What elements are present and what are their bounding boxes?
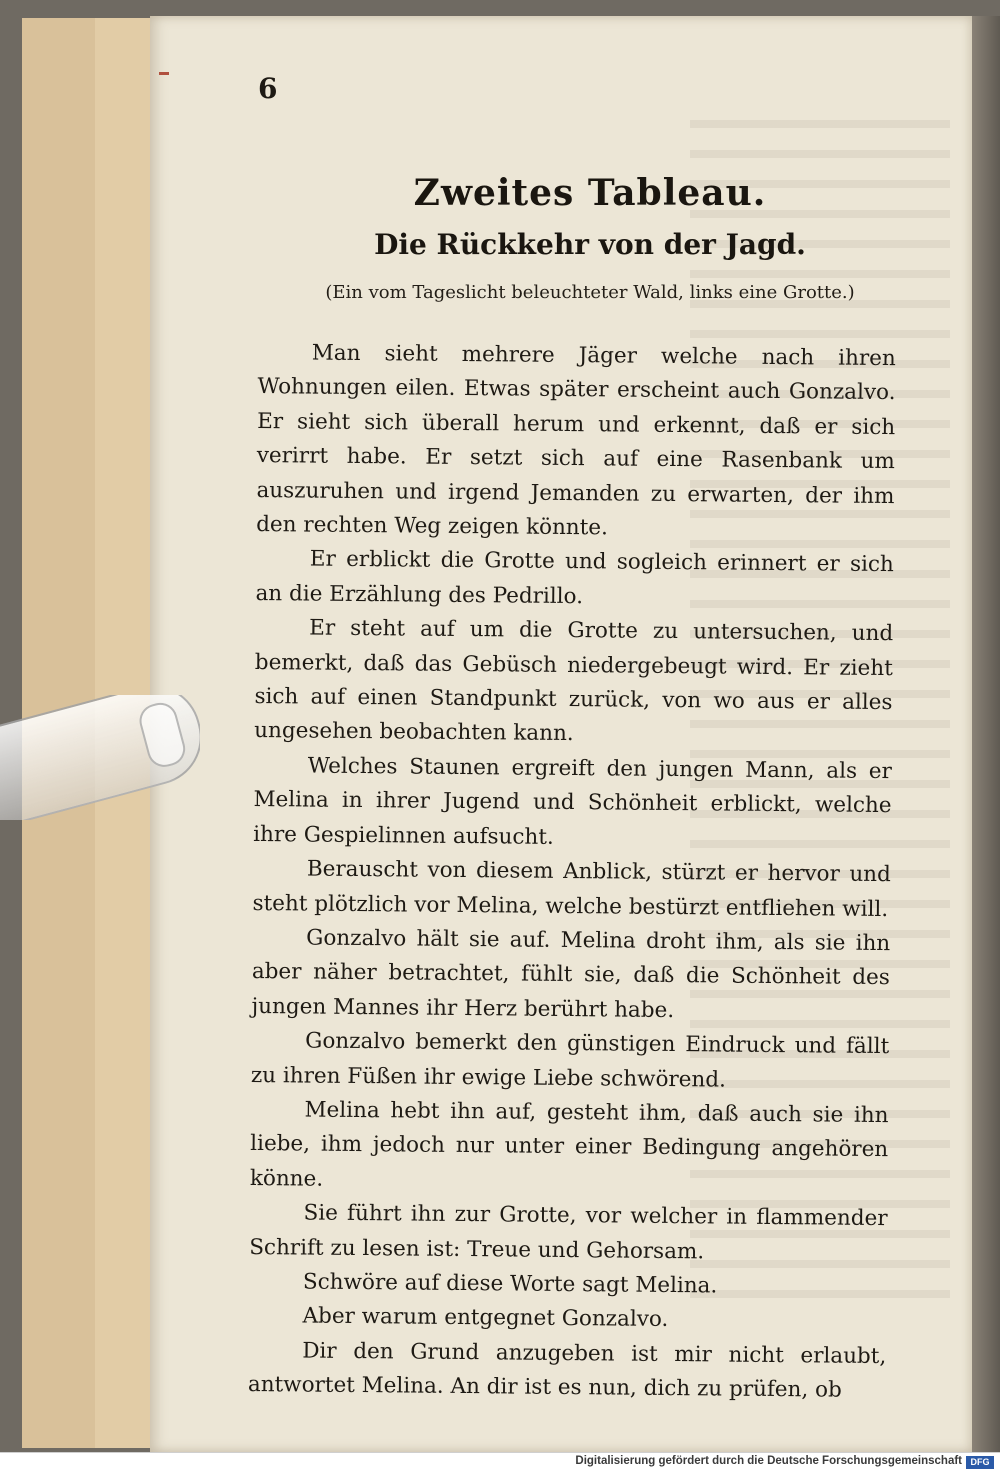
- paragraph: Schwöre auf diese Worte sagt Melina.: [302, 1269, 718, 1299]
- plastic-clip-icon: [0, 695, 200, 820]
- paragraph: Gonzalvo bemerkt den günstigen Eindruck und fällt zu ihren Füßen ihr ewige Liebe schwörend.: [250, 1028, 890, 1093]
- paragraph: Sie führt ihn zur Grotte, vor welcher in flammender Schrift zu lesen ist: Treue und Gehorsam.: [249, 1200, 888, 1264]
- footer-bar: [0, 1452, 1000, 1473]
- paragraph: Welches Staunen ergreift den jungen Mann, als er Melina in ihrer Jugend und Schönheit erblickt, welche ihre Gespielinnen aufsucht.: [253, 753, 892, 850]
- paragraph: Melina hebt ihn auf, gesteht ihm, daß auch sie ihn liebe, ihm jedoch nur unter einer Bedingung angehören könne.: [249, 1097, 889, 1192]
- paragraph: Berauscht von diesem Anblick, stürzt er hervor und steht plötzlich vor Melina, welche bestürzt entfliehen will.: [252, 856, 891, 922]
- page-number: 6: [258, 72, 278, 105]
- tableau-title: Zweites Tableau.: [413, 172, 767, 214]
- paragraph: Dir den Grund anzugeben ist mir nicht erlaubt, antwortet Melina. An dir ist es nun, dich zu prüfen, ob: [247, 1338, 887, 1403]
- margin-mark: [159, 72, 169, 75]
- paragraph: Aber warum entgegnet Gonzalvo.: [302, 1303, 669, 1333]
- body-text: [248, 336, 896, 1409]
- tableau-subtitle: Die Rückkehr von der Jagd.: [374, 228, 806, 261]
- paragraph: Er steht auf um die Grotte zu untersuchen, und bemerkt, daß das Gebüsch niedergebeugt wird. Er zieht sich auf einen Standpunkt zurück, von wo aus er alles ungesehen beobachten kann.: [254, 615, 894, 747]
- paragraph: Er erblickt die Grotte und sogleich erinnert er sich an die Erzählung des Pedrillo.: [255, 546, 894, 609]
- stage-direction: (Ein vom Tageslicht beleuchteter Wald, links eine Grotte.): [325, 282, 855, 303]
- page-holder-clip: [0, 695, 200, 820]
- footer-credit: Digitalisierung gefördert durch die Deutsche Forschungsgemeinschaft: [575, 1455, 962, 1467]
- paragraph: Man sieht mehrere Jäger welche nach ihren Wohnungen eilen. Etwas später erscheint auch Gonzalvo. Er sieht sich überall herum und erkennt, daß er sich verirrt habe. Er setzt sich auf eine Rasenbank um auszuruhen und irgend Jemanden zu erwarten, der ihm den rechten Weg zeigen könnte.: [256, 340, 896, 541]
- paragraph: Gonzalvo hält sie auf. Melina droht ihm, als sie ihn aber näher betrachtet, fühlt sie, daß die Schönheit des jungen Mannes ihr Herz berührt habe.: [251, 925, 891, 1023]
- dfg-logo-icon: DFG: [966, 1456, 994, 1469]
- book-gutter-shadow: [972, 16, 1000, 1452]
